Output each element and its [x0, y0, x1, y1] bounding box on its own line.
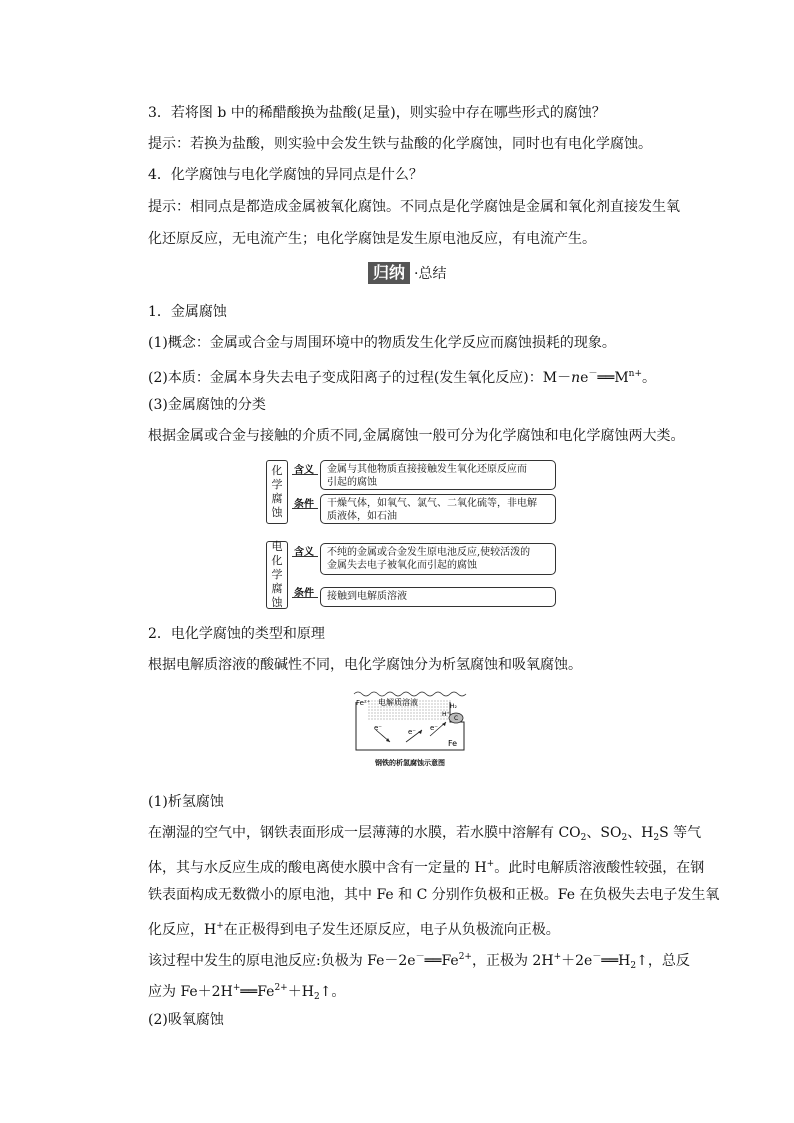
elec-condition-box: 接触到电解质溶液 [320, 587, 556, 607]
connector-line [292, 597, 318, 598]
section2-title: 2．电化学腐蚀的类型和原理 [148, 626, 325, 642]
water-film-line [354, 692, 466, 696]
electron-label: e⁻ [430, 724, 439, 732]
q3-question: 3．若将图 b 中的稀醋酸换为盐酸(足量)，则实验中存在哪些形式的腐蚀？ [148, 105, 606, 121]
q4-hint-line2: 化还原反应，无电流产生；电化学腐蚀是发生原电池反应，有电流产生。 [148, 231, 596, 247]
classification-text: 根据金属或合金与接触的介质不同,金属腐蚀一般可分为化学腐蚀和电化学腐蚀两大类。 [148, 428, 685, 444]
summary-box: 归纳 [368, 262, 410, 284]
h2-label: H₂ [450, 703, 457, 710]
chem-meaning-box: 金属与其他物质直接接触发生氧化还原反应而 引起的腐蚀 [320, 460, 556, 490]
summary-text: ·总结 [414, 266, 447, 282]
q3-hint: 提示：若换为盐酸，则实验中会发生铁与盐酸的化学腐蚀，同时也有电化学腐蚀。 [148, 136, 652, 152]
chem-condition-box: 干燥气体，如氧气、氯气、二氧化硫等，非电解 质液体，如石油 [320, 494, 556, 524]
electrolyte-label: 电解质溶液 [378, 698, 418, 707]
section1-concept: (1)概念：金属或合金与周围环境中的物质发生化学反应而腐蚀损耗的现象。 [148, 335, 616, 351]
oxygen-title: (2)吸氧腐蚀 [148, 1012, 224, 1028]
hydrogen-p1: 在潮湿的空气中，钢铁表面形成一层薄薄的水膜，若水膜中溶解有 $CO_2$、$SO_2$、$H_2S$ 等气 [148, 825, 702, 843]
q4-question: 4．化学腐蚀与电化学腐蚀的异同点是什么？ [148, 167, 423, 183]
connector-line [292, 508, 318, 509]
chem-condition-label: 条件 [294, 499, 314, 510]
connector-line [292, 474, 318, 475]
elec-corrosion-diagram [266, 541, 558, 611]
connector-line [292, 556, 318, 557]
elec-meaning-box: 不纯的金属或合金发生原电池反应,使较活泼的 金属失去电子被氧化而引起的腐蚀 [320, 543, 556, 575]
elec-condition-label: 条件 [294, 588, 314, 599]
chem-corrosion-label: 化 学 腐 蚀 [266, 460, 288, 524]
classification-title: (3)金属腐蚀的分类 [148, 397, 266, 413]
hydrogen-p4: 化反应，H+在正极得到电子发生还原反应，电子从负极流向正极。 [148, 921, 560, 938]
hydrogen-title: (1)析氢腐蚀 [148, 794, 224, 810]
hydrogen-p6: 应为 $Fe+2H^+══Fe^{2+}+H_2↑$。 [148, 983, 346, 1002]
section1-essence: (2)本质：金属本身失去电子变成阳离子的过程(发生氧化反应)：$M-ne^-══M^{n+}$。 [148, 369, 656, 386]
chem-meaning-label: 含义 [294, 465, 314, 476]
hydrogen-p2: 体，其与水反应生成的酸电离使水膜中含有一定量的 H+。此时电解质溶液酸性较强，在钢 [148, 859, 705, 876]
carbon-label: C [454, 715, 459, 722]
hydrogen-corrosion-figure [350, 688, 470, 768]
hydrogen-p3: 铁表面构成无数微小的原电池，其中 Fe 和 C 分别作负极和正极。Fe 在负极失去电子发生氧 [148, 887, 720, 903]
section2-intro: 根据电解质溶液的酸碱性不同，电化学腐蚀分为析氢腐蚀和吸氧腐蚀。 [148, 657, 582, 673]
figure-caption: 钢铁的析氢腐蚀示意图 [375, 758, 445, 767]
hydrogen-p5: 该过程中发生的原电池反应:负极为 $Fe-2e^-══Fe^{2+}$，正极为 $2H^++2e^-══H_2↑$，总反 [148, 952, 690, 971]
chem-corrosion-diagram [266, 458, 558, 528]
arrow-head [418, 730, 422, 734]
h-plus-label: H⁺ [442, 711, 450, 718]
fe-label: Fe [448, 739, 458, 748]
fe-ion-label: Fe²⁺ [356, 699, 371, 707]
elec-corrosion-label: 电 化 学 腐 蚀 [266, 541, 288, 609]
q4-hint-line1: 提示：相同点是都造成金属被氧化腐蚀。不同点是化学腐蚀是金属和氧化剂直接发生氧 [148, 199, 680, 215]
summary-header [368, 262, 446, 284]
electron-label: e⁻ [374, 724, 383, 732]
section1-title: 1．金属腐蚀 [148, 304, 227, 320]
electron-label: e⁻ [408, 728, 417, 736]
elec-meaning-label: 含义 [294, 547, 314, 558]
corrosion-diagram-svg [350, 688, 470, 758]
